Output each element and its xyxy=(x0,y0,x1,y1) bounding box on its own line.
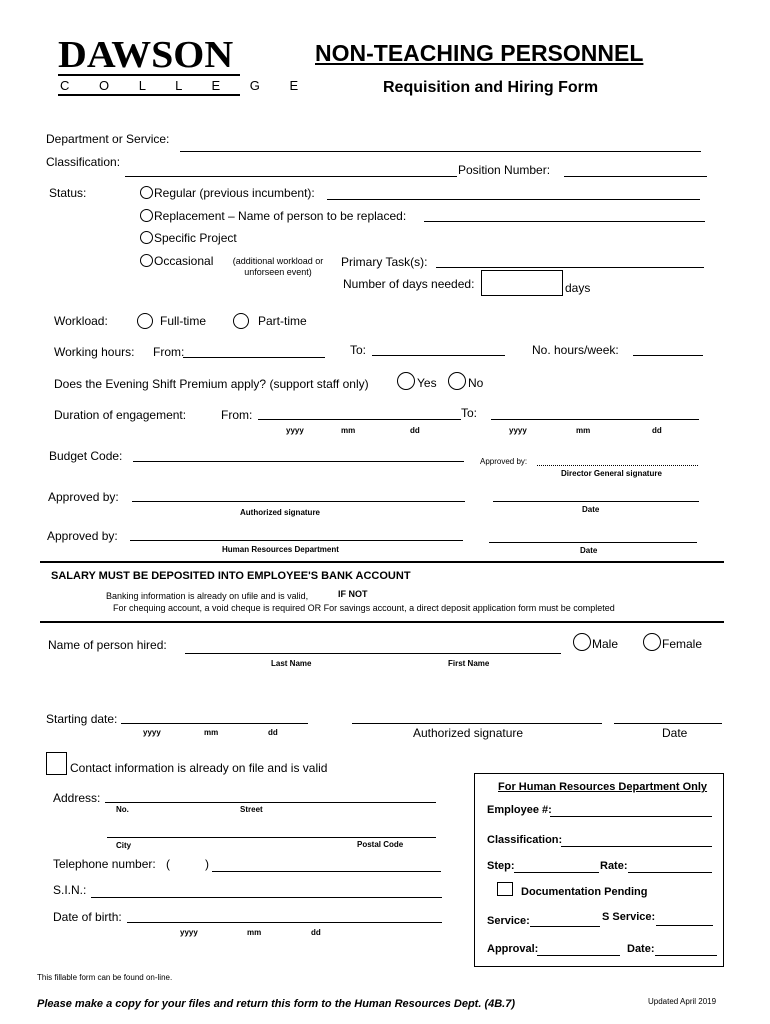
hours-from-label: From: xyxy=(153,345,185,359)
approved-by-label-2: Approved by: xyxy=(47,529,118,543)
approved-by-label-1: Approved by: xyxy=(48,490,119,504)
replacement-label: Replacement – Name of person to be replaced: xyxy=(154,209,407,223)
parttime-radio[interactable] xyxy=(233,313,249,329)
doc-pending-checkbox[interactable] xyxy=(497,882,513,896)
telephone-paren-open: ( xyxy=(166,857,170,871)
duration-to-mm: mm xyxy=(576,426,591,435)
hr-service-label: Service: xyxy=(487,915,530,927)
starting-yyyy: yyyy xyxy=(143,728,161,737)
hr-approval-field[interactable] xyxy=(537,955,620,956)
hr-rate-label: Rate: xyxy=(600,860,628,872)
duration-from-label: From: xyxy=(221,408,253,422)
doc-pending-label: Documentation Pending xyxy=(521,886,648,898)
regular-radio[interactable] xyxy=(140,186,153,199)
replacement-radio[interactable] xyxy=(140,209,153,222)
postal-code-label: Postal Code xyxy=(357,840,404,849)
hire-date-label: Date xyxy=(662,726,688,740)
starting-date-field[interactable] xyxy=(121,723,308,724)
last-name-label: Last Name xyxy=(271,659,312,668)
duration-to-field[interactable] xyxy=(491,419,699,420)
male-radio[interactable] xyxy=(573,633,591,651)
college-logo xyxy=(58,34,312,96)
hr-s-service-label: S Service: xyxy=(602,911,656,923)
dg-signature-label: Director General signature xyxy=(561,469,662,478)
hr-classification-label: Classification: xyxy=(487,834,563,846)
female-label: Female xyxy=(662,637,703,651)
hire-signature-field[interactable] xyxy=(352,723,602,724)
footer-online-note: This fillable form can be found on-line. xyxy=(37,973,173,982)
dg-signature-field[interactable] xyxy=(537,465,698,466)
hired-name-field[interactable] xyxy=(185,653,561,654)
authorized-signature-field[interactable] xyxy=(132,501,465,502)
hr-employee-label: Employee #: xyxy=(487,804,552,816)
occasional-label: Occasional xyxy=(154,254,214,268)
duration-from-field[interactable] xyxy=(258,419,461,420)
contact-valid-checkbox[interactable] xyxy=(46,752,67,775)
address-no-label: No. xyxy=(116,805,129,814)
classification-label: Classification: xyxy=(46,155,121,169)
city-field[interactable] xyxy=(107,837,436,838)
working-hours-label: Working hours: xyxy=(54,345,135,359)
primary-tasks-field[interactable] xyxy=(436,267,704,268)
address-field[interactable] xyxy=(105,802,436,803)
male-label: Male xyxy=(592,637,619,651)
hr-service-field[interactable] xyxy=(530,926,600,927)
hr-s-service-field[interactable] xyxy=(656,925,713,926)
status-label: Status: xyxy=(49,186,87,200)
salary-account-note: For chequing account, a void cheque is required OR For savings account, a direct deposit application form must be completed xyxy=(113,603,615,613)
hire-signature-label: Authorized signature xyxy=(413,726,524,740)
evening-no-radio[interactable] xyxy=(448,372,466,390)
salary-heading: SALARY MUST BE DEPOSITED INTO EMPLOYEE'S BANK ACCOUNT xyxy=(51,570,411,582)
dob-yyyy: yyyy xyxy=(180,928,198,937)
regular-label: Regular (previous incumbent): xyxy=(154,186,315,200)
hr-employee-field[interactable] xyxy=(550,816,712,817)
hr-step-label: Step: xyxy=(487,860,515,872)
starting-date-label: Starting date: xyxy=(46,712,118,726)
hours-week-field[interactable] xyxy=(633,355,703,356)
starting-dd: dd xyxy=(268,728,278,737)
hr-step-field[interactable] xyxy=(514,872,599,873)
days-needed-label: Number of days needed: xyxy=(343,277,475,291)
hr-approval-label: Approval: xyxy=(487,943,539,955)
duration-to-label: To: xyxy=(461,406,478,420)
telephone-label: Telephone number: xyxy=(53,857,156,871)
hours-to-field[interactable] xyxy=(372,355,505,356)
hr-box-title: For Human Resources Department Only xyxy=(498,781,708,793)
hr-classification-field[interactable] xyxy=(561,846,712,847)
city-label: City xyxy=(116,841,132,850)
telephone-paren-close: ) xyxy=(205,857,209,871)
evening-shift-question: Does the Evening Shift Premium apply? (support staff only) xyxy=(54,377,369,391)
evening-no-label: No xyxy=(468,376,484,390)
dob-field[interactable] xyxy=(127,922,442,923)
evening-yes-label: Yes xyxy=(417,376,437,390)
hr-signature-field[interactable] xyxy=(130,540,463,541)
salary-if-not: IF NOT xyxy=(338,589,368,599)
fulltime-label: Full-time xyxy=(160,314,207,328)
replacement-field[interactable] xyxy=(424,221,705,222)
hours-from-field[interactable] xyxy=(183,357,325,358)
first-name-label: First Name xyxy=(448,659,490,668)
dg-approved-by-label: Approved by: xyxy=(480,457,528,466)
duration-from-mm: mm xyxy=(341,426,356,435)
salary-top-divider xyxy=(40,561,724,563)
classification-field[interactable] xyxy=(125,176,457,177)
hr-department-label: Human Resources Department xyxy=(222,545,339,554)
page-subtitle: Requisition and Hiring Form xyxy=(383,79,599,96)
female-radio[interactable] xyxy=(643,633,661,651)
hours-to-label: To: xyxy=(350,343,367,357)
hr-rate-field[interactable] xyxy=(628,872,712,873)
duration-to-yyyy: yyyy xyxy=(509,426,527,435)
hr-date-field[interactable] xyxy=(655,955,717,956)
occasional-note: (additional workload or unforseen event) xyxy=(232,256,324,277)
specific-project-radio[interactable] xyxy=(140,231,153,244)
fulltime-radio[interactable] xyxy=(137,313,153,329)
telephone-field[interactable] xyxy=(212,871,441,872)
footer-updated: Updated April 2019 xyxy=(648,997,717,1006)
hours-week-label: No. hours/week: xyxy=(532,343,619,357)
duration-from-dd: dd xyxy=(410,426,420,435)
specific-project-label: Specific Project xyxy=(154,231,237,245)
occasional-radio[interactable] xyxy=(140,254,153,267)
address-label: Address: xyxy=(53,791,101,805)
starting-mm: mm xyxy=(204,728,219,737)
workload-label: Workload: xyxy=(54,314,108,328)
salary-bottom-divider xyxy=(40,621,724,623)
budget-code-label: Budget Code: xyxy=(49,449,123,463)
evening-yes-radio[interactable] xyxy=(397,372,415,390)
hire-date-field[interactable] xyxy=(614,723,722,724)
duration-to-dd: dd xyxy=(652,426,662,435)
authorized-signature-label: Authorized signature xyxy=(240,508,321,517)
dob-mm: mm xyxy=(247,928,262,937)
duration-from-yyyy: yyyy xyxy=(286,426,304,435)
position-number-field[interactable] xyxy=(564,176,707,177)
hr-date-label: Date: xyxy=(627,943,655,955)
logo-name: DAWSON xyxy=(58,34,234,76)
approval-date-label-2: Date xyxy=(580,546,598,555)
days-label: days xyxy=(565,281,591,295)
sin-field[interactable] xyxy=(91,897,442,898)
hired-name-label: Name of person hired: xyxy=(48,638,167,652)
duration-label: Duration of engagement: xyxy=(54,408,187,422)
dob-label: Date of birth: xyxy=(53,910,122,924)
approval-date-field-2[interactable] xyxy=(489,542,697,543)
budget-code-field[interactable] xyxy=(133,461,464,462)
contact-valid-label: Contact information is already on file and is valid xyxy=(70,761,328,775)
footer-return-instructions: Please make a copy for your files and return this form to the Human Resources Dept. (4B.7) xyxy=(37,998,516,1010)
approval-date-field-1[interactable] xyxy=(493,501,699,502)
page-title: NON-TEACHING PERSONNEL xyxy=(315,40,644,66)
dob-dd: dd xyxy=(311,928,321,937)
primary-tasks-label: Primary Task(s): xyxy=(341,255,428,269)
parttime-label: Part-time xyxy=(258,314,307,328)
approval-date-label-1: Date xyxy=(582,505,600,514)
department-field[interactable] xyxy=(180,151,701,152)
days-needed-input[interactable] xyxy=(481,270,563,296)
department-label: Department or Service: xyxy=(46,132,170,146)
address-street-label: Street xyxy=(240,805,263,814)
salary-banking-note: Banking information is already on ufile and is valid, xyxy=(106,591,309,601)
position-number-label: Position Number: xyxy=(458,163,551,177)
logo-sub: C O L L E G E xyxy=(60,78,312,93)
regular-field[interactable] xyxy=(327,199,700,200)
sin-label: S.I.N.: xyxy=(53,883,87,897)
